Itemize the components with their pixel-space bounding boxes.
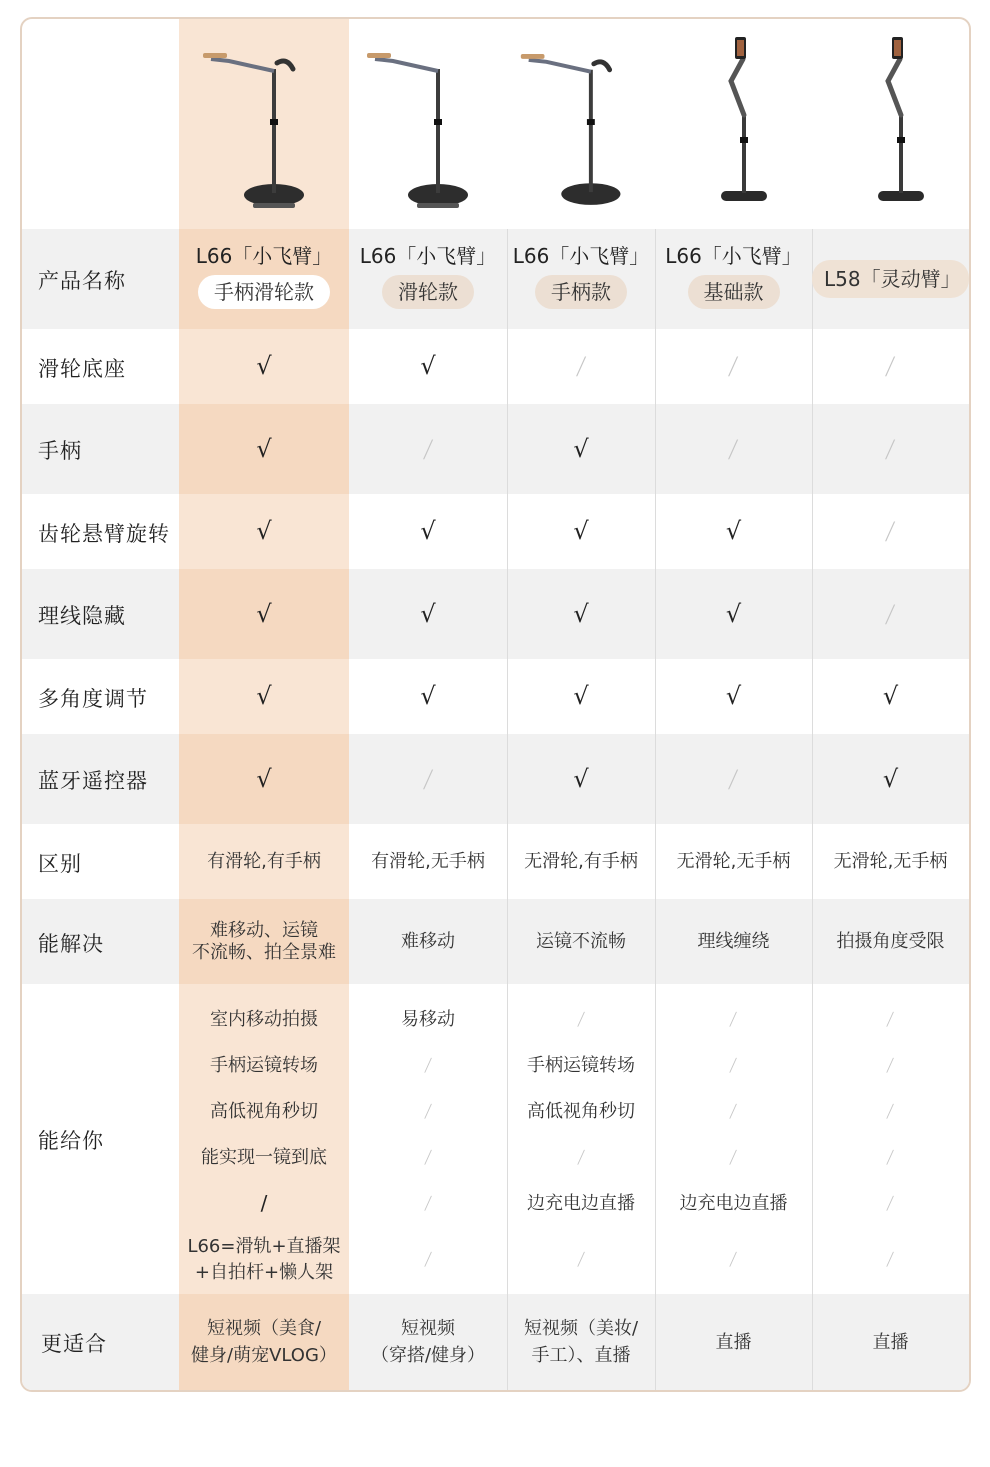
unavailable-mark: [812, 1002, 969, 1036]
benefit-item: 高低视角秒切: [527, 1100, 635, 1122]
unavailable-mark: [349, 1140, 507, 1174]
benefit-item: 边充电边直播: [679, 1192, 788, 1214]
check-symbol: √: [725, 599, 742, 628]
check-mark: [507, 734, 655, 824]
product-name: L66「小飞臂」: [195, 244, 333, 268]
unavailable-mark: [655, 1094, 812, 1128]
unavailable-mark: [655, 404, 812, 494]
product-image: [655, 19, 812, 229]
product-name-cell: [179, 239, 349, 309]
product-image: [349, 19, 507, 229]
check-symbol: √: [573, 764, 589, 793]
suits-cell: 短视频（美妆/ 手工）、直播: [523, 1318, 639, 1366]
row-label-angle: 多角度调节: [38, 686, 148, 711]
slash-symbol: /: [886, 1249, 896, 1270]
product-illustration: [353, 19, 503, 229]
check-mark: [179, 494, 349, 569]
slash-symbol: /: [728, 1008, 739, 1030]
check-mark: [179, 404, 349, 494]
slash-symbol: /: [260, 1190, 268, 1215]
check-mark: [655, 659, 812, 734]
product-image: [507, 19, 655, 229]
check-mark: [179, 659, 349, 734]
benefit-item: L66=滑轨+直播架 +自拍杆+懒人架: [187, 1236, 341, 1283]
row-label-handle: 手柄: [38, 439, 82, 463]
product-illustration: [816, 19, 966, 229]
row-label-gear_arm: 齿轮悬臂旋转: [38, 521, 170, 546]
slash-symbol: /: [423, 1100, 433, 1122]
solves-cell: 拍摄角度受限: [836, 931, 945, 952]
slash-symbol: /: [576, 1146, 586, 1168]
slash-symbol: /: [576, 1249, 586, 1270]
slash-symbol: /: [885, 1008, 896, 1030]
diff-cell: 无滑轮,有手柄: [524, 851, 638, 872]
unavailable-mark: [349, 1094, 507, 1128]
check-mark: [349, 569, 507, 659]
slash-symbol: /: [423, 1146, 433, 1168]
benefit-item: 手柄运镜转场: [527, 1054, 635, 1076]
product-name: L66「小飞臂」: [665, 244, 802, 268]
product-variant-pill: 基础款: [688, 275, 780, 309]
product-illustration: [507, 19, 655, 229]
slash-symbol: /: [728, 1146, 739, 1168]
unavailable-mark: [349, 1186, 507, 1220]
slash-symbol: /: [575, 352, 588, 380]
slash-symbol: /: [728, 1054, 739, 1076]
unavailable-mark: [349, 1048, 507, 1082]
unavailable-mark: [655, 1232, 812, 1288]
product-name: L66「小飞臂」: [359, 244, 497, 268]
benefit-item: 能实现一镜到底: [201, 1146, 327, 1168]
slash-symbol: /: [727, 434, 740, 463]
check-mark: [507, 659, 655, 734]
slash-symbol: /: [727, 764, 740, 793]
suits-cell: 短视频 （穿搭/健身）: [370, 1318, 486, 1366]
unavailable-mark: [812, 569, 969, 659]
check-symbol: √: [882, 764, 899, 793]
check-symbol: √: [882, 682, 899, 710]
check-symbol: √: [573, 517, 589, 545]
check-symbol: √: [256, 352, 272, 380]
check-symbol: √: [420, 682, 436, 710]
suits-cell: 直播: [715, 1331, 752, 1353]
check-symbol: √: [256, 764, 272, 793]
comparison-table: [20, 17, 971, 1392]
diff-cell: 有滑轮,无手柄: [371, 851, 485, 872]
unavailable-mark: [655, 329, 812, 404]
slash-symbol: /: [885, 1054, 896, 1076]
row-label-gives: 能给你: [38, 1129, 104, 1153]
row-label-suits: 更适合: [41, 1332, 107, 1356]
product-illustration: [659, 19, 809, 229]
slash-symbol: /: [576, 1008, 586, 1030]
check-symbol: √: [573, 682, 589, 710]
product-name-cell: [507, 239, 655, 309]
suits-cell: 直播: [872, 1331, 909, 1353]
product-variant-pill: 手柄款: [535, 275, 627, 309]
check-symbol: √: [573, 434, 589, 463]
slash-symbol: /: [423, 1054, 433, 1076]
product-name-cell: [349, 239, 507, 309]
slash-symbol: /: [884, 517, 897, 545]
row-label-solves: 能解决: [38, 931, 104, 956]
check-mark: [812, 659, 969, 734]
row-label-diff: 区别: [38, 851, 82, 876]
check-symbol: √: [420, 352, 436, 380]
slash-symbol: /: [729, 1249, 739, 1270]
check-mark: [655, 494, 812, 569]
slash-symbol: /: [728, 1100, 739, 1122]
product-name: L66「小飞臂」: [512, 244, 650, 268]
row-label-cable: 理线隐藏: [38, 604, 126, 628]
product-name-pill: L58「灵动臂」: [812, 260, 969, 298]
check-mark: [179, 734, 349, 824]
check-mark: [507, 404, 655, 494]
unavailable-mark: [507, 1140, 655, 1174]
check-symbol: √: [725, 517, 742, 545]
check-mark: [507, 569, 655, 659]
unavailable-mark: [812, 329, 969, 404]
check-symbol: √: [256, 434, 272, 463]
check-symbol: √: [256, 517, 272, 545]
unavailable-mark: [507, 329, 655, 404]
slash-symbol: /: [423, 1192, 433, 1214]
unavailable-mark: [655, 1002, 812, 1036]
slash-symbol: /: [885, 1146, 896, 1168]
unavailable-mark: [349, 404, 507, 494]
check-mark: [179, 329, 349, 404]
slash-symbol: /: [885, 1192, 896, 1214]
benefit-item: 手柄运镜转场: [210, 1054, 318, 1076]
unavailable-mark: [812, 1094, 969, 1128]
unavailable-mark: [507, 1002, 655, 1036]
check-symbol: √: [725, 682, 742, 710]
check-symbol: √: [256, 599, 272, 628]
check-mark: [179, 569, 349, 659]
unavailable-mark: [812, 1140, 969, 1174]
suits-cell: 短视频（美食/ 健身/萌宠VLOG）: [191, 1318, 337, 1366]
slash-symbol: /: [423, 1249, 433, 1270]
solves-cell: 难移动、运镜 不流畅、拍全景难: [192, 919, 336, 963]
check-mark: [655, 569, 812, 659]
row-label-name: 产品名称: [38, 269, 126, 293]
unavailable-mark: [349, 734, 507, 824]
unavailable-mark: [507, 1232, 655, 1288]
unavailable-mark: [179, 1186, 349, 1220]
product-variant-pill: 手柄滑轮款: [198, 275, 330, 309]
check-mark: [349, 659, 507, 734]
slash-symbol: /: [422, 764, 435, 793]
unavailable-mark: [812, 1048, 969, 1082]
row-label-wheel_base: 滑轮底座: [38, 356, 126, 381]
unavailable-mark: [812, 494, 969, 569]
check-symbol: √: [256, 682, 272, 710]
unavailable-mark: [812, 1186, 969, 1220]
unavailable-mark: [655, 1048, 812, 1082]
product-name-cell: [655, 239, 812, 309]
solves-cell: 难移动: [401, 931, 455, 952]
solves-cell: 理线缠绕: [697, 931, 770, 952]
slash-symbol: /: [422, 434, 435, 463]
check-symbol: √: [420, 517, 436, 545]
benefit-item: 室内移动拍摄: [210, 1008, 318, 1030]
slash-symbol: /: [884, 599, 897, 628]
check-mark: [507, 494, 655, 569]
slash-symbol: /: [727, 352, 740, 380]
diff-cell: 无滑轮,无手柄: [676, 851, 791, 872]
check-symbol: √: [420, 599, 436, 628]
check-mark: [349, 329, 507, 404]
check-mark: [812, 734, 969, 824]
slash-symbol: /: [885, 1100, 896, 1122]
unavailable-mark: [655, 1140, 812, 1174]
product-name-cell: [812, 260, 969, 298]
check-mark: [349, 494, 507, 569]
product-image: [179, 19, 349, 229]
unavailable-mark: [655, 734, 812, 824]
product-variant-pill: 滑轮款: [382, 275, 474, 309]
benefit-item: 易移动: [401, 1008, 455, 1030]
check-symbol: √: [573, 599, 589, 628]
diff-cell: 无滑轮,无手柄: [833, 851, 948, 872]
product-image: [812, 19, 969, 229]
unavailable-mark: [812, 404, 969, 494]
unavailable-mark: [349, 1232, 507, 1288]
benefit-item: 边充电边直播: [527, 1192, 635, 1214]
unavailable-mark: [812, 1232, 969, 1288]
row-label-remote: 蓝牙遥控器: [38, 769, 148, 793]
product-illustration: [189, 19, 339, 229]
slash-symbol: /: [884, 434, 897, 463]
benefit-item: 高低视角秒切: [210, 1100, 318, 1122]
diff-cell: 有滑轮,有手柄: [207, 851, 321, 872]
slash-symbol: /: [884, 352, 897, 380]
solves-cell: 运镜不流畅: [536, 931, 626, 952]
